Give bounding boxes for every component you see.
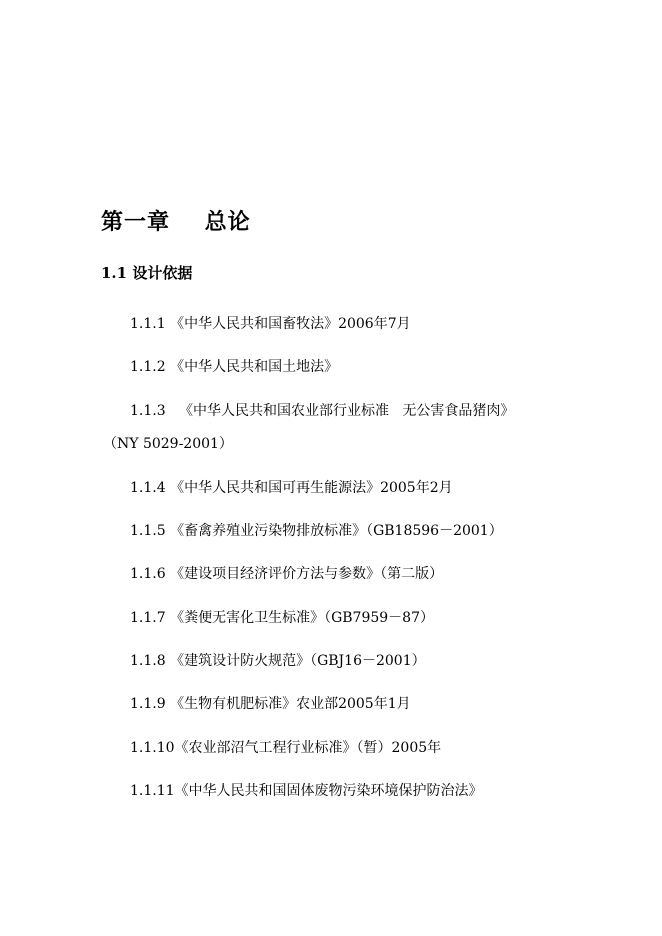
reference-item-8: 1.1.8 《建筑设计防火规范》（GBJ16－2001） (130, 653, 426, 669)
reference-item-11: 1.1.11《中华人民共和国固体废物污染环境保护防治法》 (130, 783, 483, 799)
reference-item-5: 1.1.5 《畜禽养殖业污染物排放标准》（GB18596－2001） (130, 523, 503, 539)
reference-item-7: 1.1.7 《粪便无害化卫生标准》（GB7959－87） (130, 610, 434, 626)
reference-item-3: 1.1.3 《中华人民共和国农业部行业标准 无公害食品猪肉》 (130, 403, 515, 419)
reference-item-4: 1.1.4 《中华人民共和国可再生能源法》2005年2月 (130, 480, 453, 496)
reference-item-10: 1.1.10《农业部沼气工程行业标准》（暂）2005年 (130, 740, 442, 756)
reference-item-2: 1.1.2 《中华人民共和国土地法》 (130, 359, 339, 375)
section-title: 1.1 设计依据 (101, 264, 193, 282)
reference-item-1: 1.1.1 《中华人民共和国畜牧法》2006年7月 (130, 316, 411, 332)
chapter-title: 第一章 总论 (101, 209, 251, 235)
reference-item-3-continuation: （NY 5029-2001） (103, 436, 233, 452)
reference-item-6: 1.1.6 《建设项目经济评价方法与参数》（第二版） (130, 566, 444, 582)
reference-item-9: 1.1.9 《生物有机肥标准》农业部2005年1月 (130, 696, 411, 712)
